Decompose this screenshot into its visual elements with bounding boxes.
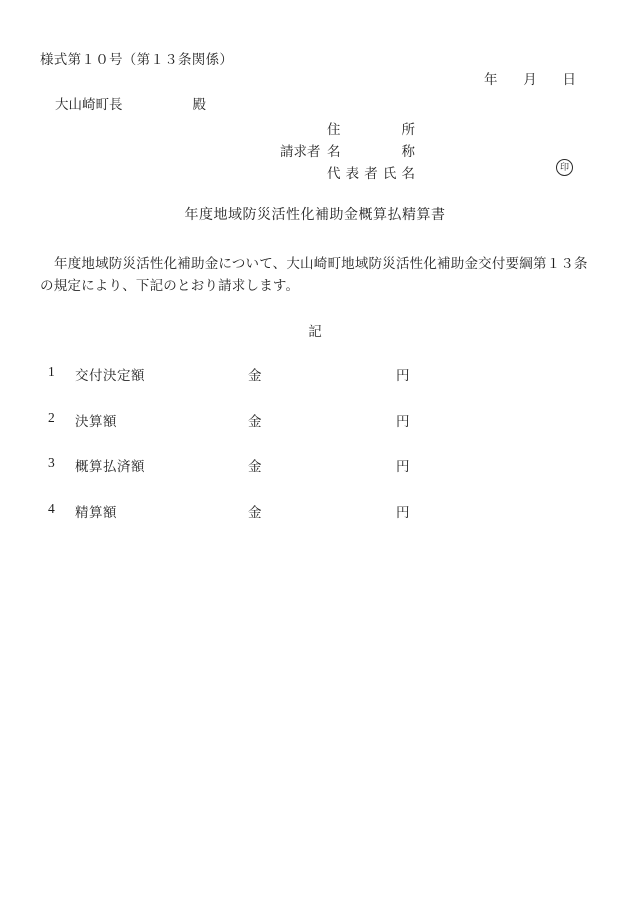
item-number: 1 (48, 364, 55, 379)
note-header: 記 (308, 324, 322, 339)
body-paragraph-line-1: 年度地域防災活性化補助金について、大山崎町地域防災活性化補助金交付要綱第１３条 (54, 256, 588, 271)
body-paragraph-line-2: の規定により、下記のとおり請求します。 (40, 278, 300, 293)
addressee-line (55, 93, 206, 113)
item-label: 決算額 (75, 414, 117, 429)
name-label: 名称 (327, 144, 415, 159)
representative-label: 代表者氏名 (327, 166, 415, 181)
addressee-name: 大山崎町長 (55, 97, 123, 112)
document-title: 年度地域防災活性化補助金概算払精算書 (184, 208, 446, 223)
seal-mark (556, 159, 573, 176)
item-row (0, 410, 630, 428)
amount-suffix-label: 円 (396, 368, 410, 383)
seal-character: 印 (559, 162, 569, 172)
amount-prefix-label: 金 (248, 414, 262, 429)
addressee-honorific: 殿 (192, 97, 206, 112)
date-line (484, 68, 576, 88)
requester-address-row (327, 118, 415, 138)
date-year-label: 年 (484, 72, 498, 87)
amount-suffix-label: 円 (396, 459, 410, 474)
requester-name-row (327, 140, 415, 160)
requester-representative-row (327, 162, 415, 182)
amount-prefix-label: 金 (248, 505, 262, 520)
requester-label: 請求者 (280, 144, 321, 159)
item-row (0, 455, 630, 473)
item-row (0, 501, 630, 519)
item-label: 概算払済額 (75, 459, 145, 474)
form-number: 様式第１０号（第１３条関係） (40, 52, 234, 67)
item-number: 2 (48, 410, 55, 425)
item-number: 4 (48, 501, 55, 516)
amount-prefix-label: 金 (248, 368, 262, 383)
amount-prefix-label: 金 (248, 459, 262, 474)
amount-suffix-label: 円 (396, 414, 410, 429)
address-label: 住所 (327, 122, 415, 137)
item-label: 精算額 (75, 505, 117, 520)
date-month-label: 月 (523, 72, 537, 87)
item-row (0, 364, 630, 382)
date-day-label: 日 (562, 72, 576, 87)
item-number: 3 (48, 455, 55, 470)
amount-suffix-label: 円 (396, 505, 410, 520)
item-label: 交付決定額 (75, 368, 145, 383)
